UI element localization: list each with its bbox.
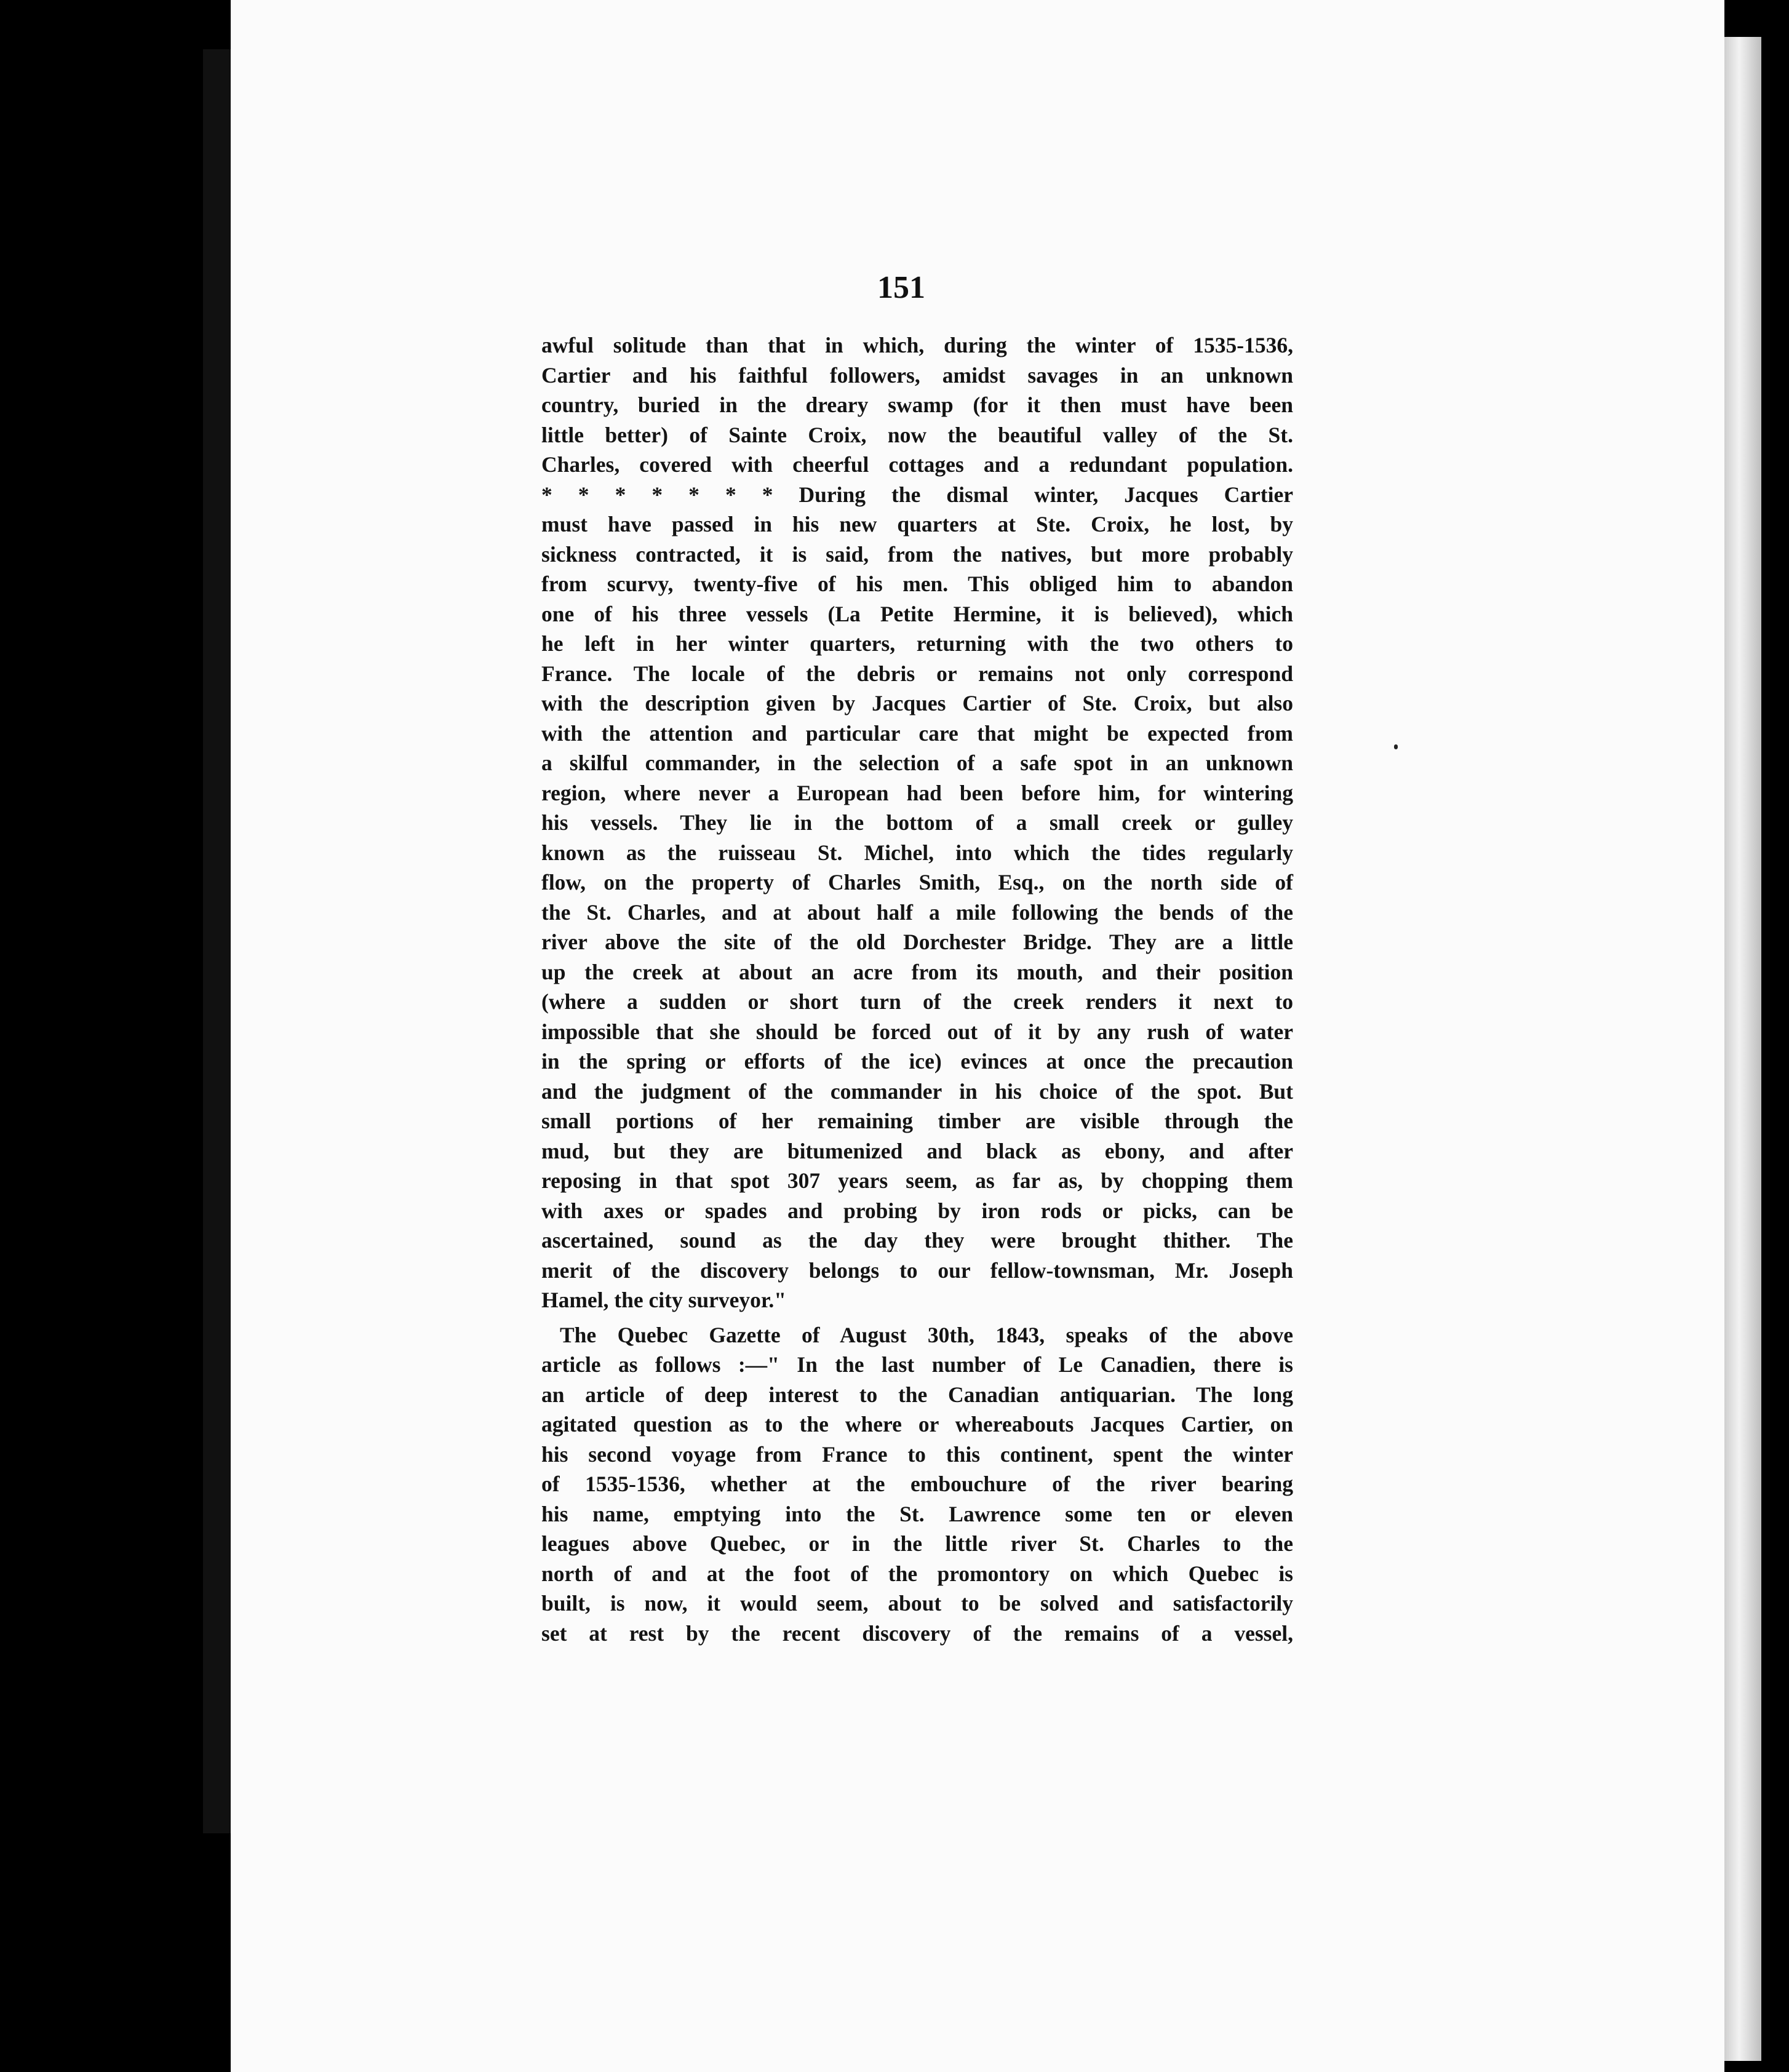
text-line: France. The locale of the debris or remains not only correspond: [541, 661, 1293, 686]
text-line: small portions of her remaining timber are visible through the: [541, 1109, 1293, 1133]
page-number: 151: [877, 270, 925, 305]
text-line: his vessels. They lie in the bottom of a small creek or gulley: [541, 810, 1293, 835]
text-line: must have passed in his new quarters at Ste. Croix, he lost, by: [541, 512, 1293, 536]
text-line: reposing in that spot 307 years seem, as far as, by chopping them: [541, 1168, 1293, 1193]
text-line: sickness contracted, it is said, from the natives, but more probably: [541, 541, 1293, 567]
text-line: Cartier and his faithful followers, amidst savages in an unknown: [541, 362, 1293, 388]
text-line: built, is now, it would seem, about to be solved and satisfactorily: [541, 1591, 1293, 1616]
text-line: his second voyage from France to this continent, spent the winter: [541, 1441, 1293, 1467]
text-line: leagues above Quebec, or in the little river St. Charles to the: [541, 1531, 1293, 1556]
text-line: awful solitude than that in which, during the winter of 1535-1536,: [541, 333, 1293, 357]
text-line: and the judgment of the commander in his choice of the spot. But: [541, 1078, 1293, 1104]
text-line: he left in her winter quarters, returning with the two others to: [541, 631, 1293, 656]
text-line: north of and at the foot of the promontory on which Quebec is: [541, 1561, 1293, 1586]
text-line: set at rest by the recent discovery of the remains of a vessel,: [541, 1620, 1293, 1646]
text-line: with axes or spades and probing by iron rods or picks, can be: [541, 1198, 1293, 1223]
text-line: up the creek at about an acre from its mouth, and their position: [541, 959, 1293, 984]
text-line: merit of the discovery belongs to our fellow-townsman, Mr. Joseph: [541, 1257, 1293, 1283]
text-line: his name, emptying into the St. Lawrence some ten or eleven: [541, 1501, 1293, 1526]
body-text: [541, 330, 1293, 1648]
text-line: of 1535-1536, whether at the embouchure of the river bearing: [541, 1472, 1293, 1496]
binding-shadow: [203, 49, 231, 1833]
text-line: one of his three vessels (La Petite Hermine, it is believed), which: [541, 601, 1293, 626]
ink-speck: [1394, 744, 1398, 749]
text-line: a skilful commander, in the selection of a safe spot in an unknown: [541, 751, 1293, 775]
text-line: the St. Charles, and at about half a mile following the bends of the: [541, 899, 1293, 925]
text-line: agitated question as to the where or whereabouts Jacques Cartier, on: [541, 1412, 1293, 1436]
text-line: Hamel, the city surveyor.": [541, 1288, 786, 1312]
text-line: region, where never a European had been before him, for wintering: [541, 780, 1293, 805]
text-line: mud, but they are bitumenized and black as ebony, and after: [541, 1138, 1293, 1163]
paragraph-1: [541, 330, 1293, 1315]
text-line: flow, on the property of Charles Smith, Esq., on the north side of: [541, 870, 1293, 895]
text-line: known as the ruisseau St. Michel, into which the tides regularly: [541, 840, 1293, 865]
text-line: * * * * * * * During the dismal winter, Jacques Cartier: [541, 482, 1293, 507]
paragraph-2: [541, 1320, 1293, 1649]
page-edge-strip: [1724, 37, 1761, 2061]
text-line: from scurvy, twenty-five of his men. This obliged him to abandon: [541, 572, 1293, 596]
text-line: (where a sudden or short turn of the creek renders it next to: [541, 989, 1293, 1014]
text-line: with the attention and particular care that might be expected from: [541, 720, 1293, 746]
text-line: ascertained, sound as the day they were brought thither. The: [541, 1228, 1293, 1253]
text-line: with the description given by Jacques Cartier of Ste. Croix, but also: [541, 691, 1293, 715]
text-line: article as follows :—" In the last number of Le Canadien, there is: [541, 1352, 1293, 1377]
text-line: little better) of Sainte Croix, now the beautiful valley of the St.: [541, 422, 1293, 447]
text-line: Charles, covered with cheerful cottages and a redundant population.: [541, 452, 1293, 477]
text-line: river above the site of the old Dorchester Bridge. They are a little: [541, 930, 1293, 954]
text-line: country, buried in the dreary swamp (for it then must have been: [541, 392, 1293, 417]
text-line: an article of deep interest to the Canadian antiquarian. The long: [541, 1382, 1293, 1407]
text-line: in the spring or efforts of the ice) evinces at once the precaution: [541, 1049, 1293, 1074]
text-line: impossible that she should be forced out of it by any rush of water: [541, 1019, 1293, 1044]
text-line: The Quebec Gazette of August 30th, 1843, speaks of the above: [560, 1322, 1293, 1347]
